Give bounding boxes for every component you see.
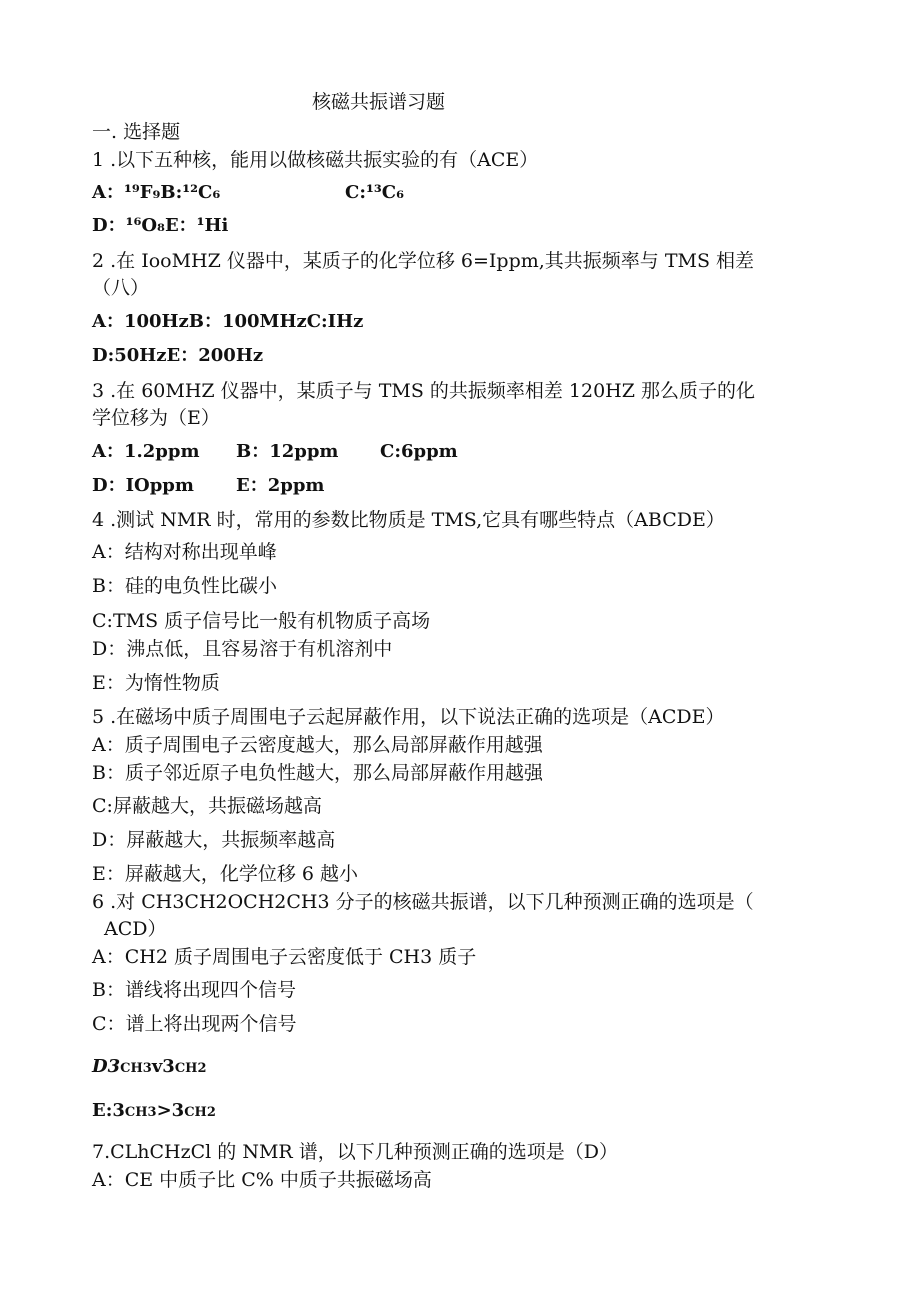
- question-1-option-de: D：¹⁶O₈E：¹Hi: [92, 215, 229, 236]
- question-6-option-d-sub2: CH2: [174, 1061, 207, 1076]
- question-6-option-e-sub2: CH2: [184, 1105, 216, 1120]
- question-3-option-a: A：1.2ppm: [92, 441, 200, 462]
- question-6-option-e-mid: >3: [156, 1100, 185, 1121]
- question-6-option-b: B：谱线将出现四个信号: [92, 979, 296, 1001]
- question-6-option-e: [92, 1099, 216, 1125]
- question-3-stem-line2: 学位移为（E）: [92, 407, 220, 429]
- question-6-option-d-mid: v3: [151, 1056, 175, 1077]
- question-2-stem-line2: （八）: [92, 277, 150, 299]
- question-7-stem: 7.CLhCHzCl 的 NMR 谱，以下几种预测正确的选项是（D）: [92, 1141, 618, 1163]
- question-6-option-d-main: D3: [92, 1056, 121, 1077]
- question-6-option-e-sub1: CH3: [124, 1105, 157, 1120]
- question-4-option-e: E：为惰性物质: [92, 672, 220, 694]
- question-4-option-d: D：沸点低，且容易溶于有机溶剂中: [92, 638, 393, 660]
- question-6-stem-line1: 6 .对 CH3CH2OCH2CH3 分子的核磁共振谱，以下几种预测正确的选项是（: [92, 891, 754, 913]
- question-6-option-e-main: E:3: [92, 1100, 125, 1121]
- question-6-option-a: A：CH2 质子周围电子云密度低于 CH3 质子: [92, 946, 477, 968]
- question-3-option-b: B：12ppm: [236, 441, 339, 462]
- question-5-stem: 5 .在磁场中质子周围电子云起屏蔽作用，以下说法正确的选项是（ACDE）: [92, 706, 725, 728]
- question-5-option-e: E：屏蔽越大，化学位移 6 越小: [92, 863, 359, 885]
- question-5-option-d: D：屏蔽越大，共振频率越高: [92, 829, 336, 851]
- question-7-option-a: A：CE 中质子比 C% 中质子共振磁场高: [92, 1169, 432, 1191]
- question-3-stem-line1: 3 .在 60MHZ 仪器中，某质子与 TMS 的共振频率相差 120HZ 那么质子的化: [92, 380, 755, 402]
- page-title: 核磁共振谱习题: [312, 91, 446, 113]
- question-5-option-a: A：质子周围电子云密度越大，那么局部屏蔽作用越强: [92, 734, 543, 756]
- question-1-option-ab: A：¹⁹F₉B:¹²C₆: [92, 182, 221, 203]
- question-1-stem: 1 .以下五种核，能用以做核磁共振实验的有（ACE）: [92, 149, 539, 171]
- question-6-option-c: C：谱上将出现两个信号: [92, 1013, 297, 1035]
- question-5-option-c: C:屏蔽越大，共振磁场越高: [92, 795, 322, 817]
- question-5-option-b: B：质子邻近原子电负性越大，那么局部屏蔽作用越强: [92, 762, 543, 784]
- question-1-option-c: C:¹³C₆: [345, 182, 404, 203]
- question-6-option-d-sub1: CH3: [120, 1061, 152, 1076]
- section-heading: 一. 选择题: [92, 121, 181, 143]
- question-2-options-line1: A：100HzB：100MHzC:IHz: [92, 311, 364, 332]
- question-6-stem-line2: ACD）: [104, 918, 167, 940]
- question-4-stem: 4 .测试 NMR 时，常用的参数比物质是 TMS,它具有哪些特点（ABCDE）: [92, 509, 725, 531]
- question-3-option-d: D：IOppm: [92, 475, 194, 496]
- question-3-option-e: E：2ppm: [236, 475, 325, 496]
- question-6-option-d: [92, 1055, 207, 1081]
- question-2-stem-line1: 2 .在 IooMHZ 仪器中，某质子的化学位移 6=Ippm,其共振频率与 TMS 相差: [92, 250, 755, 272]
- question-3-option-c: C:6ppm: [380, 441, 458, 462]
- question-2-options-line2: D:50HzE：200Hz: [92, 345, 264, 366]
- question-4-option-b: B：硅的电负性比碳小: [92, 575, 277, 597]
- question-4-option-c: C:TMS 质子信号比一般有机物质子高场: [92, 610, 431, 632]
- question-4-option-a: A：结构对称出现单峰: [92, 541, 277, 563]
